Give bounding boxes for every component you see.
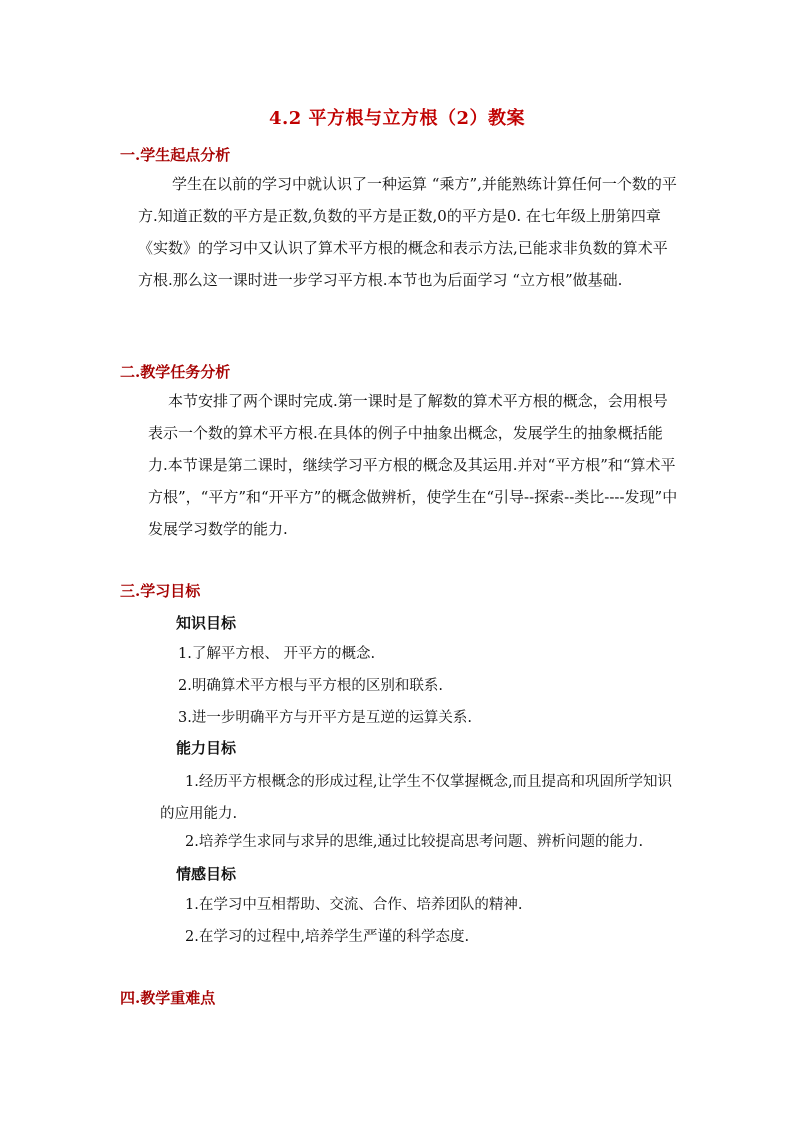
section-paragraph-task-analysis: 本节安排了两个课时完成.第一课时是了解数的算术平方根的概念，会用根号表示一个数的算术平方根.在具体的例子中抽象出概念，发展学生的抽象概括能力.本节课是第二课时，继续学习平方根的概念及其运用.并对“平方根”和“算术平方根”，“平方”和“开平方”的概念做辨析，使学生在“引导--探索--类比----发现”中发展学习数学的能力.	[148, 392, 678, 538]
section-heading-task-analysis: 二.教学任务分析	[120, 363, 231, 381]
subsection-knowledge-goals: 知识目标	[176, 614, 237, 632]
list-item: 1.了解平方根、 开平方的概念.	[178, 646, 376, 662]
section-paragraph-student-analysis: 学生在以前的学习中就认识了一种运算 “乘方”,并能熟练计算任何一个数的平方.知道正数的平方是正数,负数的平方是正数,0的平方是0. 在七年级上册第四章《实数》的学习中又认识了算术平方根的概念和表示方法,已能求非负数的算术平方根.那么这一课时进一步学习平方根.本节也为后面学习 “立方根”做基础.	[138, 175, 677, 289]
subsection-emotion-goals: 情感目标	[176, 865, 237, 883]
subsection-ability-goals: 能力目标	[176, 739, 237, 757]
list-item: 3.进一步明确平方与开平方是互逆的运算关系.	[178, 710, 472, 726]
list-item: 2.在学习的过程中,培养学生严谨的科学态度.	[185, 929, 470, 945]
list-item: 1.经历平方根概念的形成过程,让学生不仅掌握概念,而且提高和巩固所学知识的应用能力.	[160, 774, 673, 822]
list-item: 2.明确算术平方根与平方根的区别和联系.	[178, 678, 443, 694]
section-heading-key-difficulties: 四.教学重难点	[120, 989, 216, 1007]
section-heading-learning-goals: 三.学习目标	[120, 582, 201, 600]
document-title: 4.2 平方根与立方根（2）教案	[268, 108, 526, 129]
list-item: 1.在学习中互相帮助、交流、合作、培养团队的精神.	[185, 897, 523, 913]
section-heading-student-analysis: 一.学生起点分析	[120, 146, 231, 164]
list-item: 2.培养学生求同与求异的思维,通过比较提高思考问题、辨析问题的能力.	[185, 834, 644, 850]
